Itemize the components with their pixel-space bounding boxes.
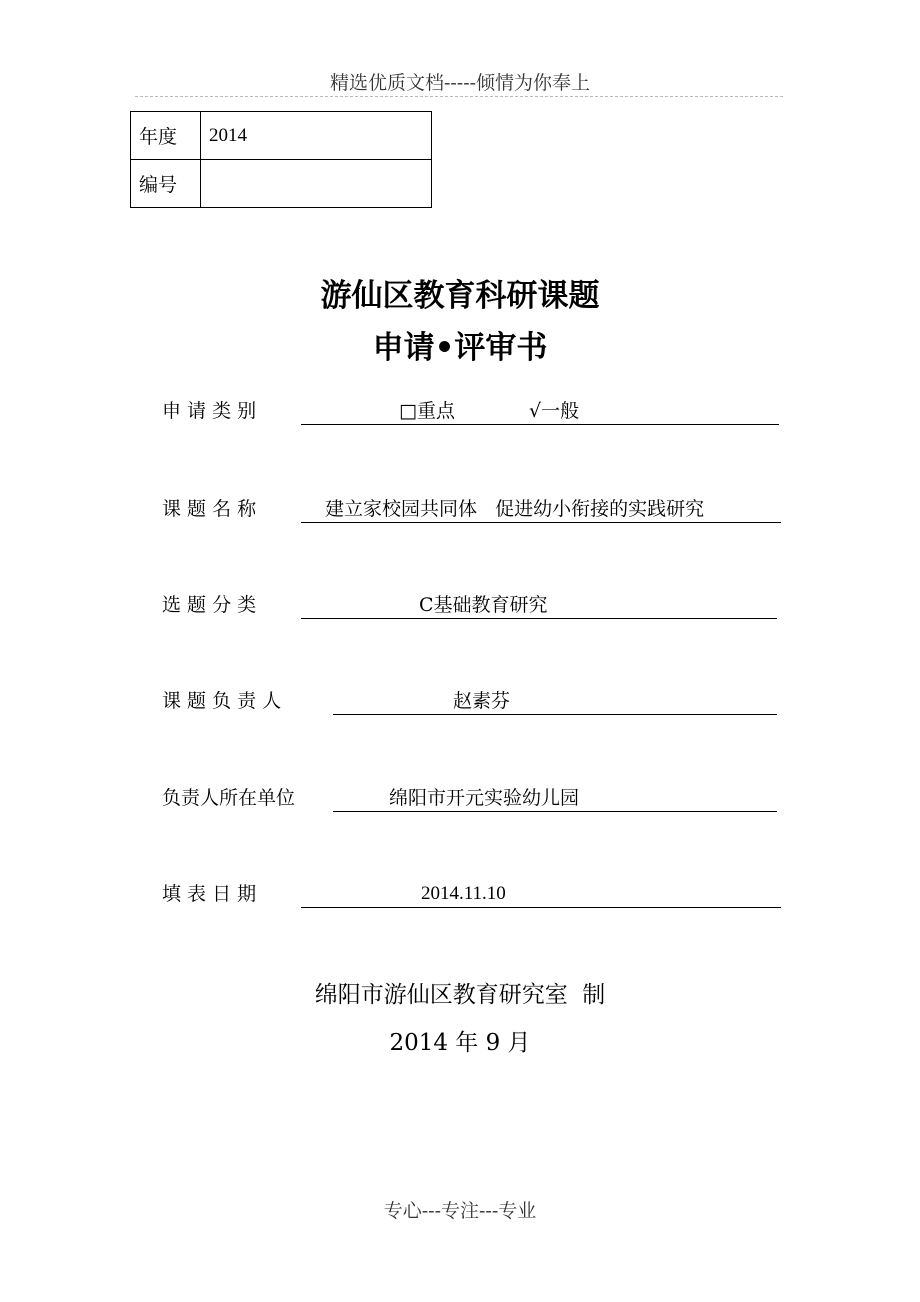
unit-label: 负责人所在单位 bbox=[162, 787, 296, 809]
fill-date-field bbox=[301, 881, 781, 908]
topic-name-value: 建立家校园共同体 促进幼小衔接的实践研究 bbox=[325, 498, 705, 520]
number-value bbox=[201, 160, 432, 208]
topic-class-field bbox=[301, 592, 777, 619]
page-footer-text: 专心---专注---专业 bbox=[383, 1200, 537, 1222]
fill-date-label: 填 表 日 期 bbox=[162, 883, 257, 905]
year-value: 2014 bbox=[201, 112, 432, 160]
category-label: 申 请 类 别 bbox=[162, 400, 257, 422]
topic-class-label: 选 题 分 类 bbox=[162, 594, 257, 616]
option-general: √一般 bbox=[529, 400, 580, 422]
table-row bbox=[131, 112, 432, 160]
page-header-text: 精选优质文档-----倾情为你奉上 bbox=[329, 72, 591, 94]
document-title: 游仙区教育科研课题 bbox=[320, 278, 600, 314]
year-number-table bbox=[130, 111, 432, 208]
fill-date-value: 2014.11.10 bbox=[421, 883, 506, 904]
category-field bbox=[301, 398, 779, 425]
document-subtitle: 申请•评审书 bbox=[372, 330, 548, 366]
table-row bbox=[131, 160, 432, 208]
topic-name-field bbox=[301, 496, 781, 523]
topic-name-label: 课 题 名 称 bbox=[162, 498, 257, 520]
number-label: 编号 bbox=[131, 160, 201, 208]
issue-date: 2014 年 9 月 bbox=[389, 1030, 531, 1056]
issuing-organization: 绵阳市游仙区教育研究室 制 bbox=[314, 982, 606, 1008]
year-label: 年度 bbox=[131, 112, 201, 160]
topic-class-value: C基础教育研究 bbox=[419, 594, 548, 616]
unit-field bbox=[333, 785, 777, 812]
option-key: □重点 bbox=[399, 400, 455, 422]
unit-value: 绵阳市开元实验幼儿园 bbox=[389, 787, 580, 809]
leader-field bbox=[333, 688, 777, 715]
leader-label: 课 题 负 责 人 bbox=[162, 690, 282, 712]
leader-value: 赵素芬 bbox=[453, 690, 511, 712]
header-divider bbox=[135, 96, 783, 97]
